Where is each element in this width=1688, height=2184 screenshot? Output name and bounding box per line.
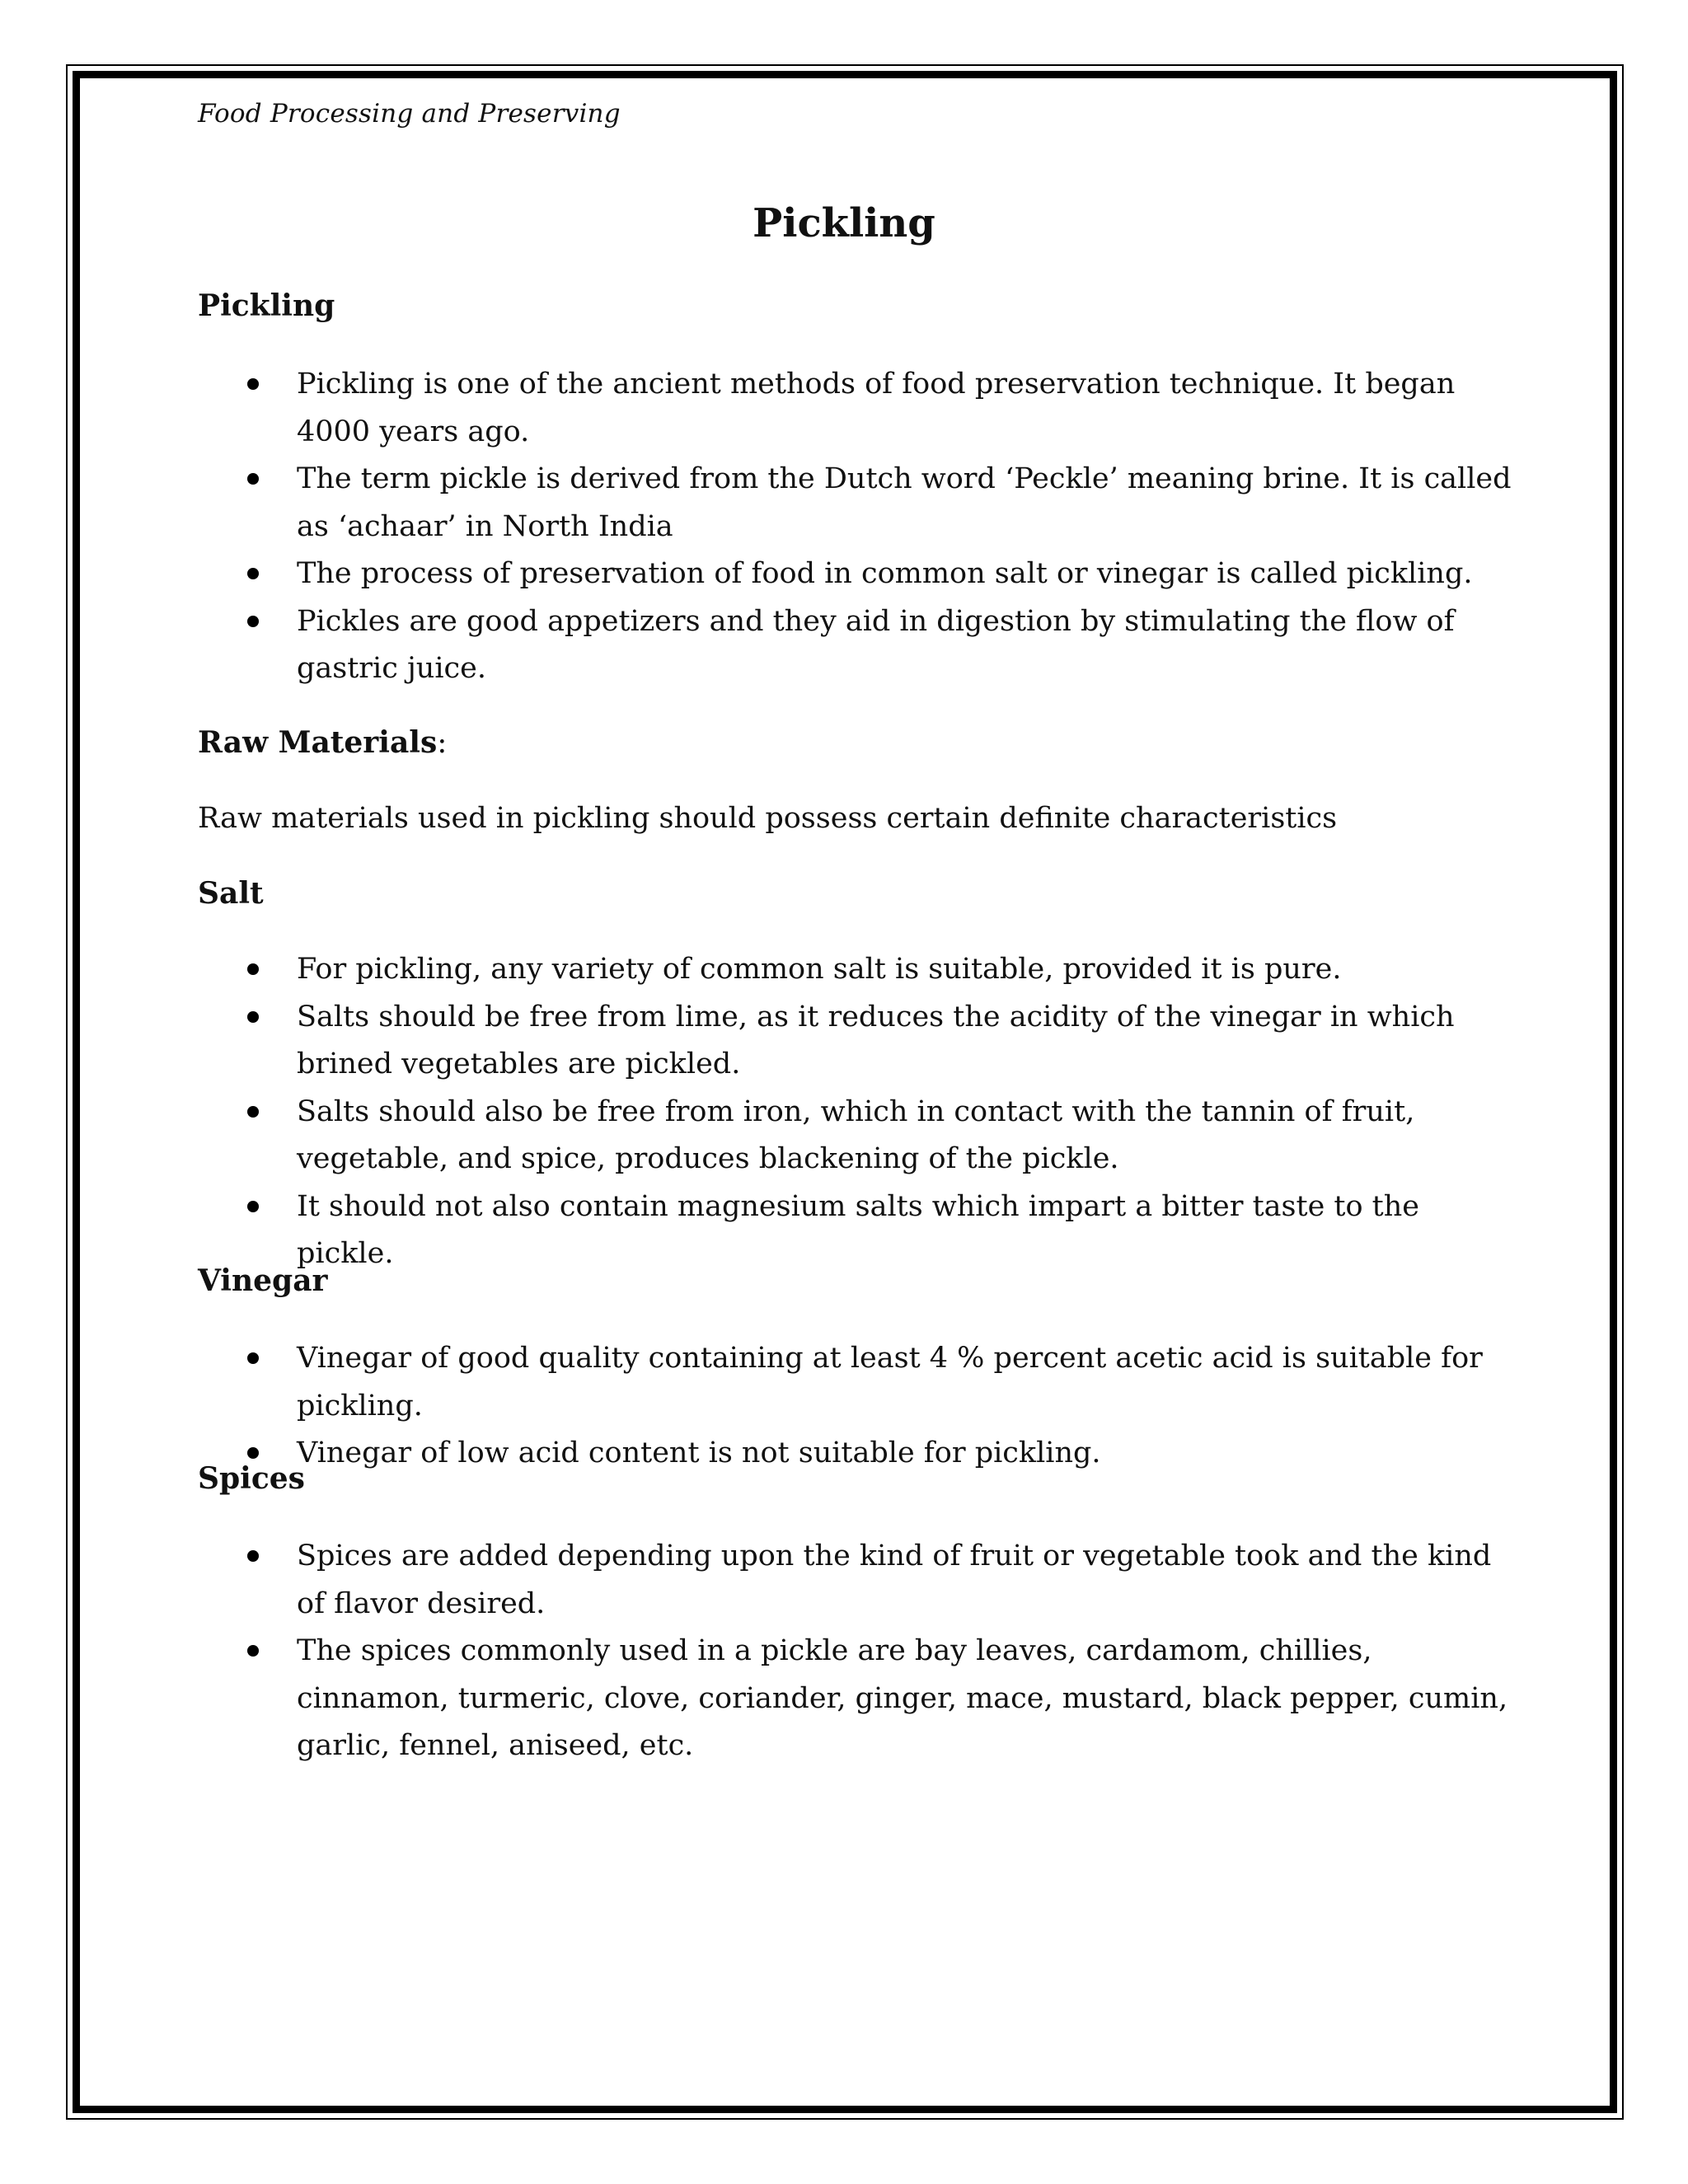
list-item: Vinegar of low acid content is not suitable for pickling. — [198, 1430, 1517, 1478]
bullet-icon — [247, 1106, 259, 1118]
bullet-icon — [247, 473, 259, 485]
heading-raw-materials: Raw Materials: — [198, 725, 448, 760]
list-item: Salts should be free from lime, as it reduces the acidity of the vinegar in which brined vegetables are pickled. — [198, 994, 1517, 1089]
bullet-icon — [247, 1447, 259, 1459]
list-item: Pickling is one of the ancient methods of food preservation technique. It began 4000 years ago. — [198, 361, 1517, 456]
raw-materials-text: Raw materials used in pickling should possess certain definite characteristics — [198, 802, 1338, 835]
list-item: For pickling, any variety of common salt is suitable, provided it is pure. — [198, 946, 1517, 994]
salt-bullet-list — [198, 946, 1517, 1278]
vinegar-bullet-list — [198, 1335, 1517, 1478]
heading-pickling: Pickling — [198, 288, 335, 323]
heading-spices: Spices — [198, 1461, 305, 1496]
heading-vinegar: Vinegar — [198, 1263, 328, 1298]
list-item: Pickles are good appetizers and they aid in digestion by stimulating the flow of gastric juice. — [198, 598, 1517, 693]
bullet-icon — [247, 568, 259, 579]
list-item: The term pickle is derived from the Dutch word ‘Peckle’ meaning brine. It is called as ‘achaar’ in North India — [198, 456, 1517, 551]
bullet-icon — [247, 1011, 259, 1023]
list-item: Salts should also be free from iron, which in contact with the tannin of fruit, vegetable, and spice, produces blackening of the pickle. — [198, 1089, 1517, 1183]
page-title: Pickling — [753, 200, 935, 246]
bullet-icon — [247, 616, 259, 627]
heading-salt: Salt — [198, 876, 264, 911]
running-head: Food Processing and Preserving — [198, 99, 621, 129]
list-item: Spices are added depending upon the kind of fruit or vegetable took and the kind of flavor desired. — [198, 1533, 1517, 1628]
list-item: It should not also contain magnesium salts which impart a bitter taste to the pickle. — [198, 1183, 1517, 1278]
bullet-icon — [247, 1201, 259, 1212]
bullet-icon — [247, 963, 259, 975]
list-item: The process of preservation of food in common salt or vinegar is called pickling. — [198, 551, 1517, 598]
bullet-icon — [247, 1352, 259, 1364]
bullet-icon — [247, 1645, 259, 1657]
list-item: Vinegar of good quality containing at least 4 % percent acetic acid is suitable for pickling. — [198, 1335, 1517, 1430]
spices-bullet-list — [198, 1533, 1517, 1770]
list-item: The spices commonly used in a pickle are bay leaves, cardamom, chillies, cinnamon, turmeric, clove, coriander, ginger, mace, mustard, black pepper, cumin, garlic, fennel, aniseed, etc. — [198, 1628, 1517, 1770]
bullet-icon — [247, 378, 259, 390]
intro-bullet-list — [198, 361, 1517, 693]
bullet-icon — [247, 1550, 259, 1562]
